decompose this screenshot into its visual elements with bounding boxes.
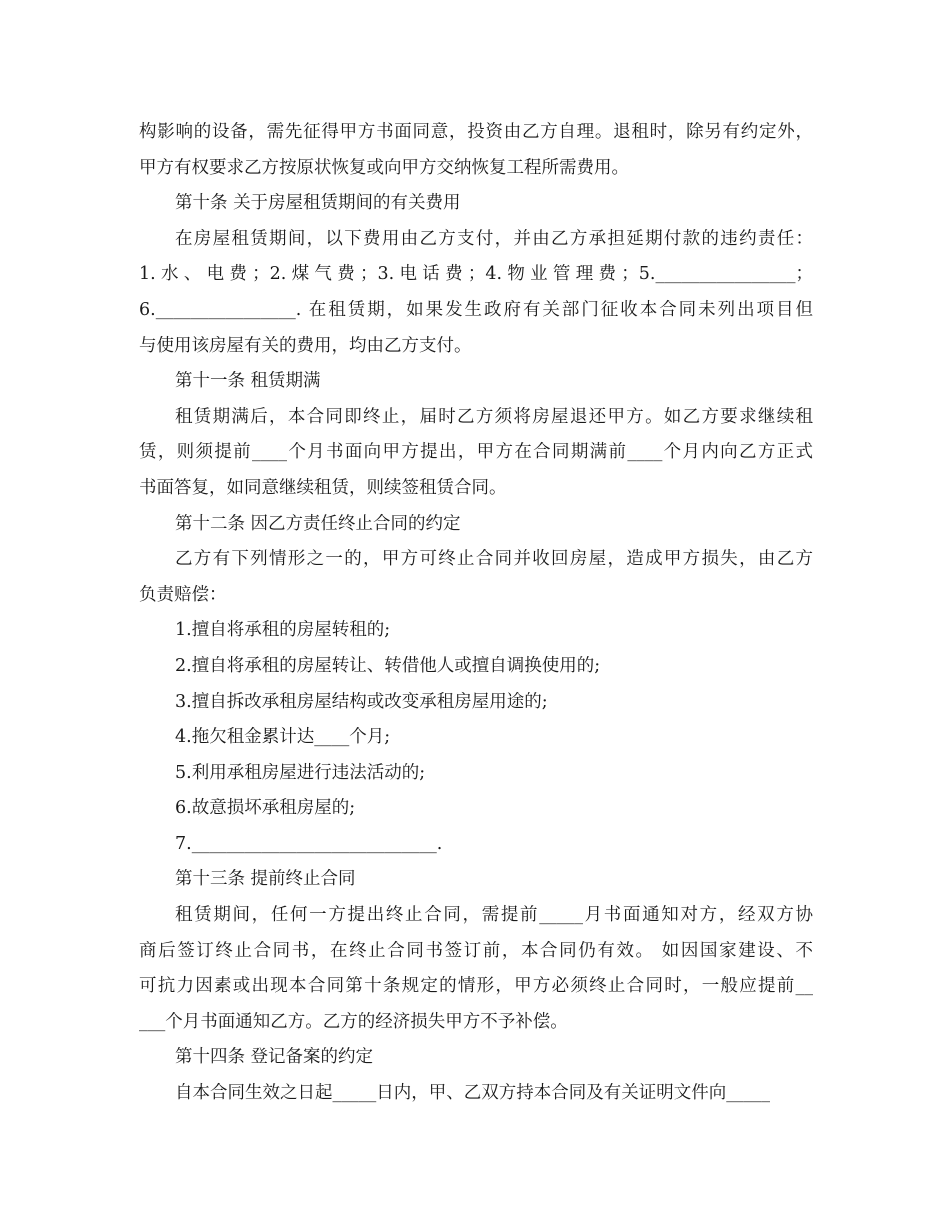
list-item: 7.____________________________.	[175, 833, 443, 854]
paragraph-line: 乙方有下列情形之一的，甲方可终止合同并收回房屋，造成甲方损失，由乙方	[175, 549, 813, 570]
paragraph-line: 1.水、电费；2.煤气费；3.电话费；4.物业管理费；5.________________；	[139, 264, 813, 285]
paragraph-line: 租赁期满后，本合同即终止，届时乙方须将房屋退还甲方。如乙方要求继续租	[175, 406, 813, 427]
list-item: 5.利用承租房屋进行违法活动的;	[175, 762, 426, 783]
article-heading: 第十条 关于房屋租赁期间的有关费用	[175, 193, 461, 214]
paragraph-line: 甲方有权要求乙方按原状恢复或向甲方交纳恢复工程所需费用。	[139, 157, 629, 178]
paragraph-line: 书面答复，如同意继续租赁，则续签租赁合同。	[139, 477, 507, 498]
list-item: 4.拖欠租金累计达____个月;	[175, 727, 391, 748]
paragraph-line: ___个月书面通知乙方。乙方的经济损失甲方不予补偿。	[139, 1011, 568, 1032]
article-heading: 第十三条 提前终止合同	[175, 869, 356, 890]
paragraph-line: 在房屋租赁期间，以下费用由乙方支付，并由乙方承担延期付款的违约责任：	[175, 228, 813, 249]
list-item: 2.擅自将承租的房屋转让、转借他人或擅自调换使用的;	[175, 655, 601, 676]
paragraph-line: 负责赔偿：	[139, 584, 227, 605]
paragraph-line: 自本合同生效之日起_____日内，甲、乙双方持本合同及有关证明文件向_____	[175, 1083, 770, 1104]
paragraph-line: 可抗力因素或出现本合同第十条规定的情形，甲方必须终止合同时，一般应提前__	[139, 976, 813, 997]
list-item: 1.擅自将承租的房屋转租的;	[175, 620, 391, 641]
list-item: 3.擅自拆改承租房屋结构或改变承租房屋用途的;	[175, 691, 548, 712]
article-heading: 第十一条 租赁期满	[175, 371, 321, 392]
paragraph-line: 6.________________. 在租赁期，如果发生政府有关部门征收本合同未列出项目但	[139, 299, 813, 320]
list-item: 6.故意损坏承租房屋的;	[175, 798, 356, 819]
paragraph-line: 商后签订终止合同书，在终止合同书签订前，本合同仍有效。 如因国家建设、不	[139, 940, 813, 961]
paragraph-line: 构影响的设备，需先征得甲方书面同意，投资由乙方自理。退租时，除另有约定外，	[139, 122, 813, 142]
paragraph-line: 赁，则须提前____个月书面向甲方提出，甲方在合同期满前____个月内向乙方正式	[139, 442, 813, 463]
paragraph-line: 与使用该房屋有关的费用，均由乙方支付。	[139, 335, 472, 356]
paragraph-line: 租赁期间，任何一方提出终止合同，需提前_____月书面通知对方，经双方协	[175, 905, 813, 926]
article-heading: 第十二条 因乙方责任终止合同的约定	[175, 513, 461, 534]
article-heading: 第十四条 登记备案的约定	[175, 1047, 374, 1068]
